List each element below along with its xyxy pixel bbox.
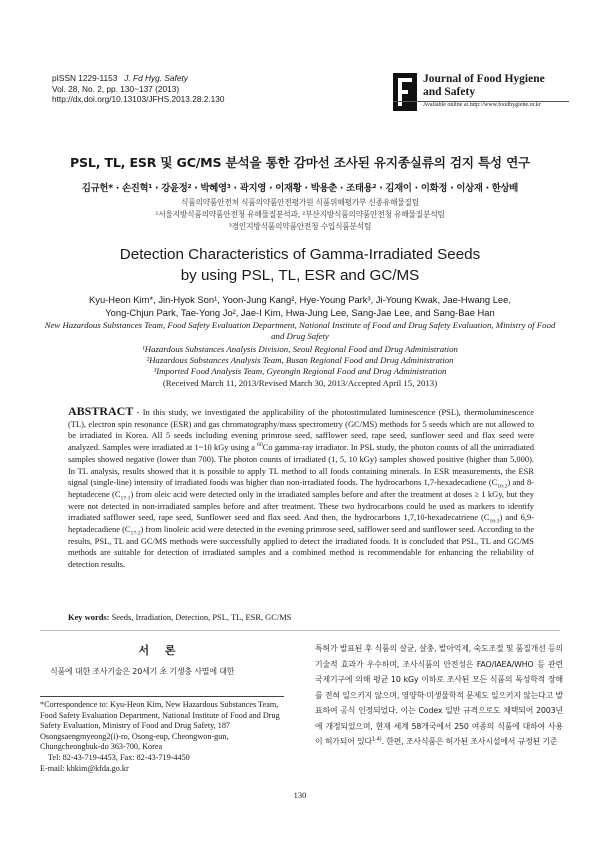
abstract-text-1: - In this study, we investigated the applicability of the photostimulated luminescence (PSL), thermoluminescence (TL), electron spin resonance (ESR) and gas chromatography/mass spectrometry (GC/MS) methods for 5 seeds which are not allowed to be irradiated in Korea. All 5 seeds including evening primrose seed, safflower seed, rape seed, sunflower seed and flax seed were analyzed. Samples were irradiated at 1~10 kGy using a	[68, 407, 534, 453]
journal-url[interactable]: Available online at http://www.foodhygiene.or.kr	[423, 102, 541, 108]
abstract-sub-1: 16:2	[497, 483, 508, 490]
journal-name-line1: Journal of Food Hygiene	[423, 73, 545, 85]
keywords-label: Key words:	[68, 612, 110, 622]
intro-right-text-b: . 한편, 조사식품은 허가된 조사시설에서 규정된 기준	[381, 737, 558, 746]
abstract-text-5: ) and 6,9-heptadecadiene (C	[68, 512, 534, 535]
english-authors-line2: Yong-Chjun Park, Tae-Yong Jo², Jae-I Kim, Hwa-Jung Lee, Sang-Jae Lee, and Sang-Bae Han	[105, 307, 495, 318]
abstract-sub-3: 16:3	[489, 519, 500, 526]
section-divider	[40, 630, 560, 631]
english-affiliation-main: New Hazardous Substances Team, Food Safety Evaluation Department, National Institute of Food and Drug Safety Evaluation, Ministry of Food and Drug Safety	[44, 320, 556, 342]
journal-logo-icon	[393, 73, 417, 111]
english-authors-line1: Kyu-Heon Kim*, Jin-Hyok Son¹, Yoon-Jung Kang², Hye-Young Park³, Ji-Young Kwak, Jae-Hwang Lee,	[89, 294, 511, 305]
korean-title: PSL, TL, ESR 및 GC/MS 분석을 통한 감마선 조사된 유지종실류의 검지 특성 연구	[69, 155, 531, 170]
footnote-divider	[40, 696, 284, 697]
abstract-text-2: Co gamma-ray irradiator. In PSL study, the photon counts of all the unirradiated samples showed negative (lower than 700). The photon counts of irradiated (1, 5, 10 kGy) samples showed positive (higher than 5,000). In TL analysis, results showed that it is possible to apply TL method to all foods containing minerals. In ESR measurements, the ESR signal (single-line) intensity of irradiated foods was higher than non-irradiated foods. The hydrocarbons 1,7-hexadecadiene (C	[68, 442, 534, 488]
abstract	[68, 406, 534, 571]
abstract-sub-4: 17:2	[130, 530, 141, 537]
korean-authors: 김규헌* · 손진혁¹ · 강윤정² · 박혜영³ · 곽지영 · 이재황 · 박용춘 · 조태용² · 김재이 · 이화정 · 이상재 · 한상배	[81, 183, 519, 194]
intro-heading: 서 론	[138, 644, 182, 657]
volume-info: Vol. 28, No. 2, pp. 130~137 (2013)	[52, 83, 180, 94]
abstract-text-6: ) from linoleic acid were detected in the evening primrose seed, safflower seed and sunflower seed. According to the results, PSL, TL and GC/MS methods were successfully applied to detect the irradiated foods. It is concluded that PSL, TL and GC/MS methods are suitable for detection of irradiated samples and a combined method is recommendable for enhancing the reliability of detection results.	[68, 524, 534, 570]
keywords	[68, 612, 534, 622]
keywords-text: Seeds, Irradiation, Detection, PSL, TL, ESR, GC/MS	[109, 612, 292, 622]
received-dates: (Received March 11, 2013/Revised March 30, 2013/Accepted April 15, 2013)	[162, 378, 438, 388]
abstract-text-4: ) from oleic acid were detected only in the irradiated samples before and after the treatment at doses ≥ 1 kGy, but they were not detected in non-irradiated samples before and after treatment. These two hydrocarbons could be used as markers to identify irradiated safflower seed, rape seed, Sunflower seed and flax seed. And then, the hydrocarbons 1,7,10-hexadecatriene (C	[68, 488, 534, 523]
intro-left-text: 식품에 대한 조사기술은 20세기 초 기생충 사멸에 대한	[50, 667, 235, 676]
correspondence-email[interactable]: E-mail: khkim@kfda.go.kr	[40, 763, 129, 773]
correspondence-tel: Tel: 82-43-719-4453, Fax: 82-43-719-4450	[48, 752, 190, 762]
journal-header	[52, 73, 225, 105]
journal-abbrev: J. Fd Hyg. Safety	[124, 73, 188, 83]
intro-right-text	[315, 641, 563, 750]
journal-name	[423, 73, 545, 99]
intro-right-text-a: 특허가 발표된 후 식품의 살균, 살충, 발아억제, 숙도조절 및 품질개선 등의 기술적 효과가 우수하며, 조사식품의 안전성은 FAO/IAEA/WHO 등 관련 국제기구에 의해 평균 10 kGy 이하로 조사된 모든 식품의 독성학적 장해를 전혀 일으키지 않으며, 영양학·미생물학적 문제도 일으키지 않는다고 발표하여 공식 인정되었다. 이는 Codex 일반 규격으로도 채택되어 2003년에 개정되었으며, 현재 세계 58개국에서 250 여종의 식품에 대하여 사용이 허가되어 있다	[315, 644, 563, 746]
issn: pISSN 1229-1153	[52, 73, 118, 83]
korean-affiliation-3: ³경인지방식품의약품안전청 수입식품분석팀	[228, 222, 372, 231]
english-affiliation-3: ³Imported Food Analysis Team, Gyeongin Regional Food and Drug Administration	[153, 366, 447, 376]
english-title-line1: Detection Characteristics of Gamma-Irradiated Seeds	[119, 246, 481, 263]
correspondence-footnote	[40, 700, 286, 774]
korean-affiliation-main: 식품의약품안전처 식품의약품안전평가원 식품위해평가부 신종유해물질팀	[181, 198, 419, 207]
journal-logo	[393, 70, 569, 122]
abstract-text-3: ) and 8-heptadecene (C	[68, 477, 534, 499]
abstract-sub-2: 17:1	[120, 495, 131, 502]
correspondence-address: *Correspondence to: Kyu-Heon Kim, New Hazardous Substances Team, Food Safety Evaluation Department, National Institute of Food and Drug Safety Evaluation, Ministry of Food and Drug Safety, 187 Osongsaengmyeong2(i)-ro, Osong-eup, Cheongwon-gun, Chungcheongbuk-do 363-700, Korea	[40, 700, 280, 752]
english-title-line2: by using PSL, TL, ESR and GC/MS	[180, 267, 420, 284]
journal-name-line2: and Safety	[423, 86, 476, 98]
citation-1-4: 1-4)	[372, 736, 382, 743]
english-affiliation-1: ¹Hazardous Substances Analysis Division, Seoul Regional Food and Drug Administration	[142, 344, 458, 354]
logo-divider	[393, 101, 569, 102]
abstract-heading: ABSTRACT	[68, 404, 134, 418]
english-title	[0, 244, 600, 286]
doi-link[interactable]: http://dx.doi.org/10.13103/JFHS.2013.28.2.130	[52, 94, 225, 104]
english-affiliation-2: ²Hazardous Substances Analysis Team, Busan Regional Food and Drug Administration	[146, 355, 454, 365]
abstract-sup-60: 60	[257, 442, 263, 449]
korean-affiliation-1-2: ¹서울지방식품의약품안전청 유해물질분석과, ²부산지방식품의약품안전청 유해물질분석팀	[155, 210, 445, 219]
page-number: 130	[293, 790, 307, 800]
